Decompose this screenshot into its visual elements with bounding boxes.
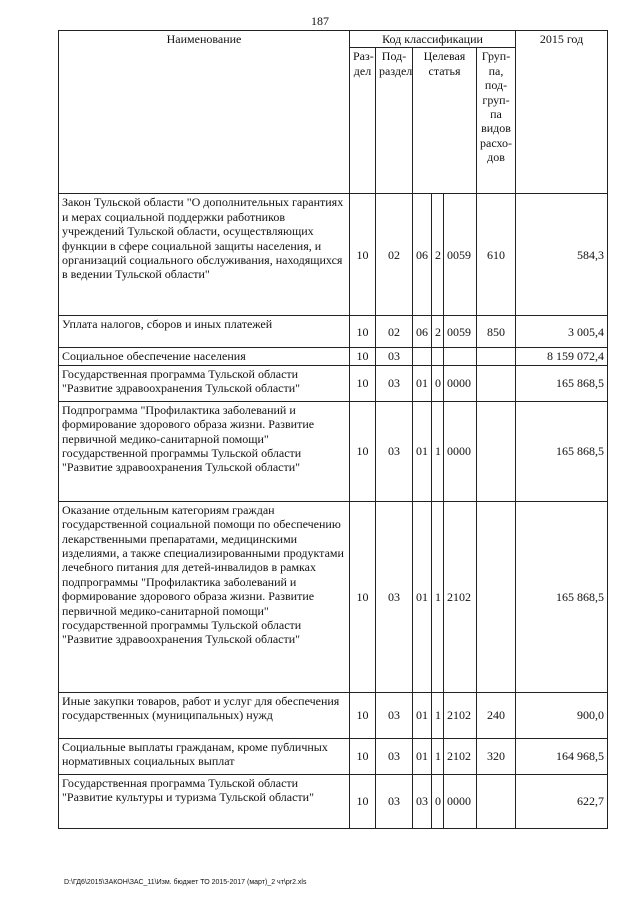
row-cs3: 0000 xyxy=(444,401,477,501)
row-amount: 584,3 xyxy=(516,194,608,316)
header-name: Наименование xyxy=(59,31,350,194)
row-vr: 610 xyxy=(477,194,516,316)
row-name: Иные закупки товаров, работ и услуг для обеспечения государственных (муниципальных) нужд xyxy=(59,692,350,738)
row-vr: 850 xyxy=(477,316,516,348)
row-razdel: 10 xyxy=(350,194,376,316)
row-cs1: 01 xyxy=(413,365,432,401)
header-section: Раз- дел xyxy=(350,48,376,194)
row-cs1: 06 xyxy=(413,194,432,316)
row-cs3: 0059 xyxy=(444,194,477,316)
row-cs2: 2 xyxy=(432,194,444,316)
row-cs2: 1 xyxy=(432,692,444,738)
row-cs3: 2102 xyxy=(444,738,477,774)
header-expense-group: Груп- па, под- груп- па видов расхо- дов xyxy=(477,48,516,194)
row-cs1: 06 xyxy=(413,316,432,348)
row-cs3: 0000 xyxy=(444,774,477,828)
row-cs1: 01 xyxy=(413,692,432,738)
row-name: Государственная программа Тульской области "Развитие культуры и туризма Тульской области" xyxy=(59,774,350,828)
row-vr: 320 xyxy=(477,738,516,774)
table-row xyxy=(59,194,608,316)
row-cs1: 01 xyxy=(413,501,432,692)
row-cs1: 01 xyxy=(413,401,432,501)
row-vr xyxy=(477,774,516,828)
table-row xyxy=(59,692,608,738)
budget-table xyxy=(58,30,608,829)
row-podrazdel: 03 xyxy=(376,501,413,692)
row-cs2: 1 xyxy=(432,501,444,692)
row-razdel: 10 xyxy=(350,365,376,401)
row-cs2: 1 xyxy=(432,401,444,501)
row-name: Государственная программа Тульской области "Развитие здравоохранения Тульской области" xyxy=(59,365,350,401)
row-amount: 165 868,5 xyxy=(516,501,608,692)
row-podrazdel: 03 xyxy=(376,774,413,828)
table-row xyxy=(59,738,608,774)
row-cs1: 03 xyxy=(413,774,432,828)
row-podrazdel: 03 xyxy=(376,692,413,738)
row-podrazdel: 02 xyxy=(376,316,413,348)
row-amount: 165 868,5 xyxy=(516,401,608,501)
row-name: Оказание отдельным категориям граждан государственной социальной помощи по обеспечению лекарственными препаратами, медицинскими изделиями, а также специализированными продуктами лечебного питания для детей-инвалидов в рамках подпрограммы "Профилактика заболеваний и формирование здорового образа жизни. Развитие первичной медико-санитарной помощи" государственной программы Тульской области "Развитие здравоохранения Тульской области" xyxy=(59,501,350,692)
row-name: Закон Тульской области "О дополнительных гарантиях и мерах социальной поддержки работников учреждений Тульской области, осуществляющих функции в сфере социальной защиты населения, и организаций социального обслуживания, находящихся в ведении Тульской области" xyxy=(59,194,350,316)
table-row xyxy=(59,365,608,401)
row-podrazdel: 03 xyxy=(376,738,413,774)
table-row xyxy=(59,501,608,692)
table-row xyxy=(59,348,608,365)
row-amount: 622,7 xyxy=(516,774,608,828)
row-name: Социальное обеспечение населения xyxy=(59,348,350,365)
row-vr xyxy=(477,348,516,365)
row-razdel: 10 xyxy=(350,348,376,365)
row-razdel: 10 xyxy=(350,774,376,828)
row-podrazdel: 03 xyxy=(376,365,413,401)
row-amount: 3 005,4 xyxy=(516,316,608,348)
row-cs2: 0 xyxy=(432,365,444,401)
header-year: 2015 год xyxy=(516,31,608,194)
row-amount: 900,0 xyxy=(516,692,608,738)
row-vr xyxy=(477,501,516,692)
row-name: Уплата налогов, сборов и иных платежей xyxy=(59,316,350,348)
row-name: Подпрограмма "Профилактика заболеваний и формирование здорового образа жизни. Развитие первичной медико-санитарной помощи" государственной программы Тульской области "Развитие здравоохранения Тульской области" xyxy=(59,401,350,501)
row-amount: 8 159 072,4 xyxy=(516,348,608,365)
row-vr: 240 xyxy=(477,692,516,738)
header-subsection: Под- раздел xyxy=(376,48,413,194)
row-amount: 164 968,5 xyxy=(516,738,608,774)
row-razdel: 10 xyxy=(350,501,376,692)
row-razdel: 10 xyxy=(350,316,376,348)
table-row xyxy=(59,401,608,501)
row-podrazdel: 03 xyxy=(376,401,413,501)
row-razdel: 10 xyxy=(350,738,376,774)
row-razdel: 10 xyxy=(350,692,376,738)
row-vr xyxy=(477,401,516,501)
row-cs3: 2102 xyxy=(444,692,477,738)
row-podrazdel: 02 xyxy=(376,194,413,316)
row-name: Социальные выплаты гражданам, кроме публичных нормативных социальных выплат xyxy=(59,738,350,774)
header-target-article: Целевая статья xyxy=(413,48,477,194)
row-podrazdel: 03 xyxy=(376,348,413,365)
row-amount: 165 868,5 xyxy=(516,365,608,401)
row-cs3: 0059 xyxy=(444,316,477,348)
row-cs3: 2102 xyxy=(444,501,477,692)
page-number: 187 xyxy=(311,14,329,28)
footer-file-path: D:\ГД6\2015\ЗАКОН\ЗАС_11\Изм. бюджет ТО 2015-2017 (март)_2 чт\pr2.xls xyxy=(64,879,307,886)
table-row xyxy=(59,316,608,348)
row-cs3 xyxy=(444,348,477,365)
row-razdel: 10 xyxy=(350,401,376,501)
row-cs3: 0000 xyxy=(444,365,477,401)
row-cs2: 0 xyxy=(432,774,444,828)
row-cs2: 2 xyxy=(432,316,444,348)
row-cs1: 01 xyxy=(413,738,432,774)
row-cs2 xyxy=(432,348,444,365)
row-cs1 xyxy=(413,348,432,365)
row-vr xyxy=(477,365,516,401)
header-code-group: Код классификации xyxy=(350,31,516,48)
table-row xyxy=(59,774,608,828)
row-cs2: 1 xyxy=(432,738,444,774)
